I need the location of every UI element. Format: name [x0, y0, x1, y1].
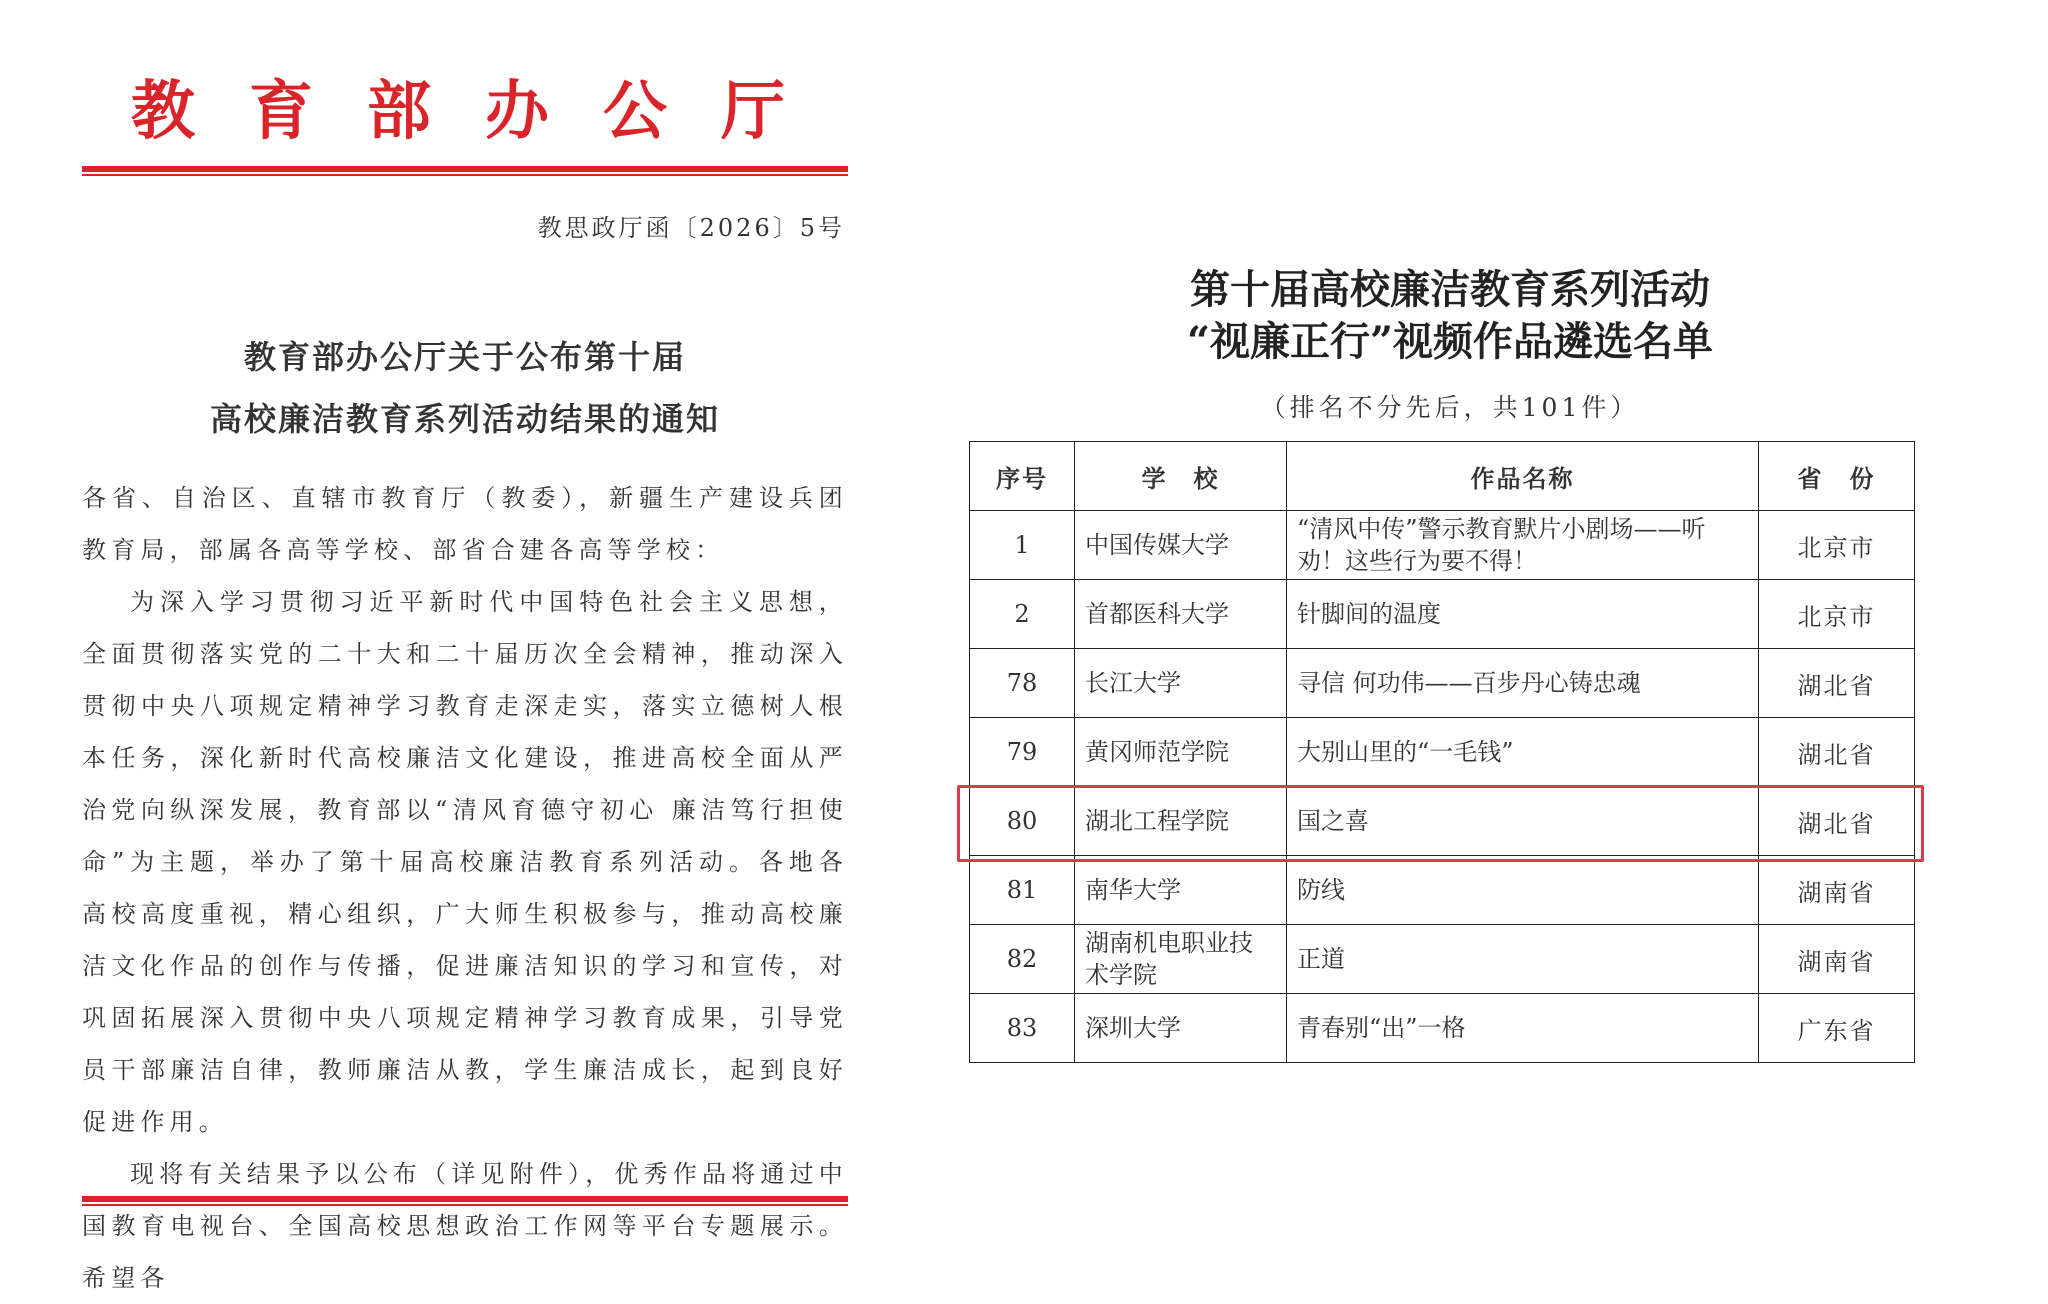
row-school: 深圳大学 [1075, 994, 1287, 1063]
row-province: 北京市 [1759, 511, 1915, 580]
row-school: 首都医科大学 [1075, 580, 1287, 649]
header-province: 省 份 [1759, 442, 1915, 511]
footer-rule-thick [82, 1196, 848, 1202]
row-province: 湖南省 [1759, 925, 1915, 994]
notice-body [82, 472, 848, 1304]
table-row [970, 580, 1915, 649]
table-row [970, 649, 1915, 718]
body-paragraph-2: 现将有关结果予以公布（详见附件），优秀作品将通过中国教育电视台、全国高校思想政治工作网等平台专题展示。希望各 [82, 1160, 848, 1292]
row-number: 1 [970, 511, 1075, 580]
table-header-row [970, 442, 1915, 511]
document-number: 教思政厅函〔2026〕5号 [537, 214, 845, 242]
header-rule-thick [82, 166, 848, 172]
row-work-title: 大别山里的“一毛钱” [1287, 718, 1759, 787]
body-paragraph-1: 为深入学习贯彻习近平新时代中国特色社会主义思想，全面贯彻落实党的二十大和二十届历次全会精神，推动深入贯彻中央八项规定精神学习教育走深走实，落实立德树人根本任务，深化新时代高校廉洁文化建设，推进高校全面从严治党向纵深发展，教育部以“清风育德守初心 廉洁笃行担使命”为主题，举办了第十届高校廉洁教育系列活动。各地各高校高度重视，精心组织，广大师生积极参与，推动高校廉洁文化作品的创作与传播，促进廉洁知识的学习和宣传，对巩固拓展深入贯彻中央八项规定精神学习教育成果，引导党员干部廉洁自律，教师廉洁从教，学生廉洁成长，起到良好促进作用。 [82, 588, 848, 1136]
row-province: 湖南省 [1759, 856, 1915, 925]
row-province: 湖北省 [1759, 787, 1915, 856]
row-number: 79 [970, 718, 1075, 787]
row-school: 湖南机电职业技术学院 [1075, 925, 1287, 994]
row-school: 黄冈师范学院 [1075, 718, 1287, 787]
row-number: 83 [970, 994, 1075, 1063]
row-school: 南华大学 [1075, 856, 1287, 925]
row-work-title: 针脚间的温度 [1287, 580, 1759, 649]
footer-rule-thin [82, 1204, 848, 1206]
row-number: 82 [970, 925, 1075, 994]
salutation: 各省、自治区、直辖市教育厅（教委），新疆生产建设兵团教育局，部属各高等学校、部省合建各高等学校： [82, 484, 848, 564]
row-number: 80 [970, 787, 1075, 856]
row-province: 广东省 [1759, 994, 1915, 1063]
highlight-box [957, 785, 1924, 862]
header-number: 序号 [970, 442, 1075, 511]
row-work-title: 寻信 何功伟——百步丹心铸忠魂 [1287, 649, 1759, 718]
row-number: 81 [970, 856, 1075, 925]
table-cutoff [960, 1068, 1950, 1098]
row-school: 中国传媒大学 [1075, 511, 1287, 580]
table-row [970, 925, 1915, 994]
row-work-title: “清风中传”警示教育默片小剧场——听劝！这些行为要不得！ [1287, 511, 1759, 580]
row-province: 湖北省 [1759, 718, 1915, 787]
list-title-line1: 第十届高校廉洁教育系列活动 [1190, 266, 1710, 313]
header-work: 作品名称 [1287, 442, 1759, 511]
result-table [969, 441, 1915, 1063]
table-row [970, 994, 1915, 1063]
list-subtitle: （排名不分先后，共101件） [1260, 393, 1640, 422]
row-work-title: 防线 [1287, 856, 1759, 925]
row-number: 78 [970, 649, 1075, 718]
table-row [970, 718, 1915, 787]
row-work-title: 青春别“出”一格 [1287, 994, 1759, 1063]
row-number: 2 [970, 580, 1075, 649]
list-title-line2: “视廉正行”视频作品遴选名单 [1186, 318, 1713, 365]
row-province: 湖北省 [1759, 649, 1915, 718]
table-row [970, 856, 1915, 925]
header-school: 学 校 [1075, 442, 1287, 511]
notice-title-line1: 教育部办公厅关于公布第十届 [243, 338, 686, 376]
notice-title-line2: 高校廉洁教育系列活动结果的通知 [209, 400, 720, 438]
row-school: 长江大学 [1075, 649, 1287, 718]
row-province: 北京市 [1759, 580, 1915, 649]
row-school: 湖北工程学院 [1075, 787, 1287, 856]
row-work-title: 正道 [1287, 925, 1759, 994]
table-row [970, 511, 1915, 580]
office-header: 教育部办公厅 [131, 74, 839, 149]
row-work-title: 国之喜 [1287, 787, 1759, 856]
header-rule-thin [82, 174, 848, 176]
